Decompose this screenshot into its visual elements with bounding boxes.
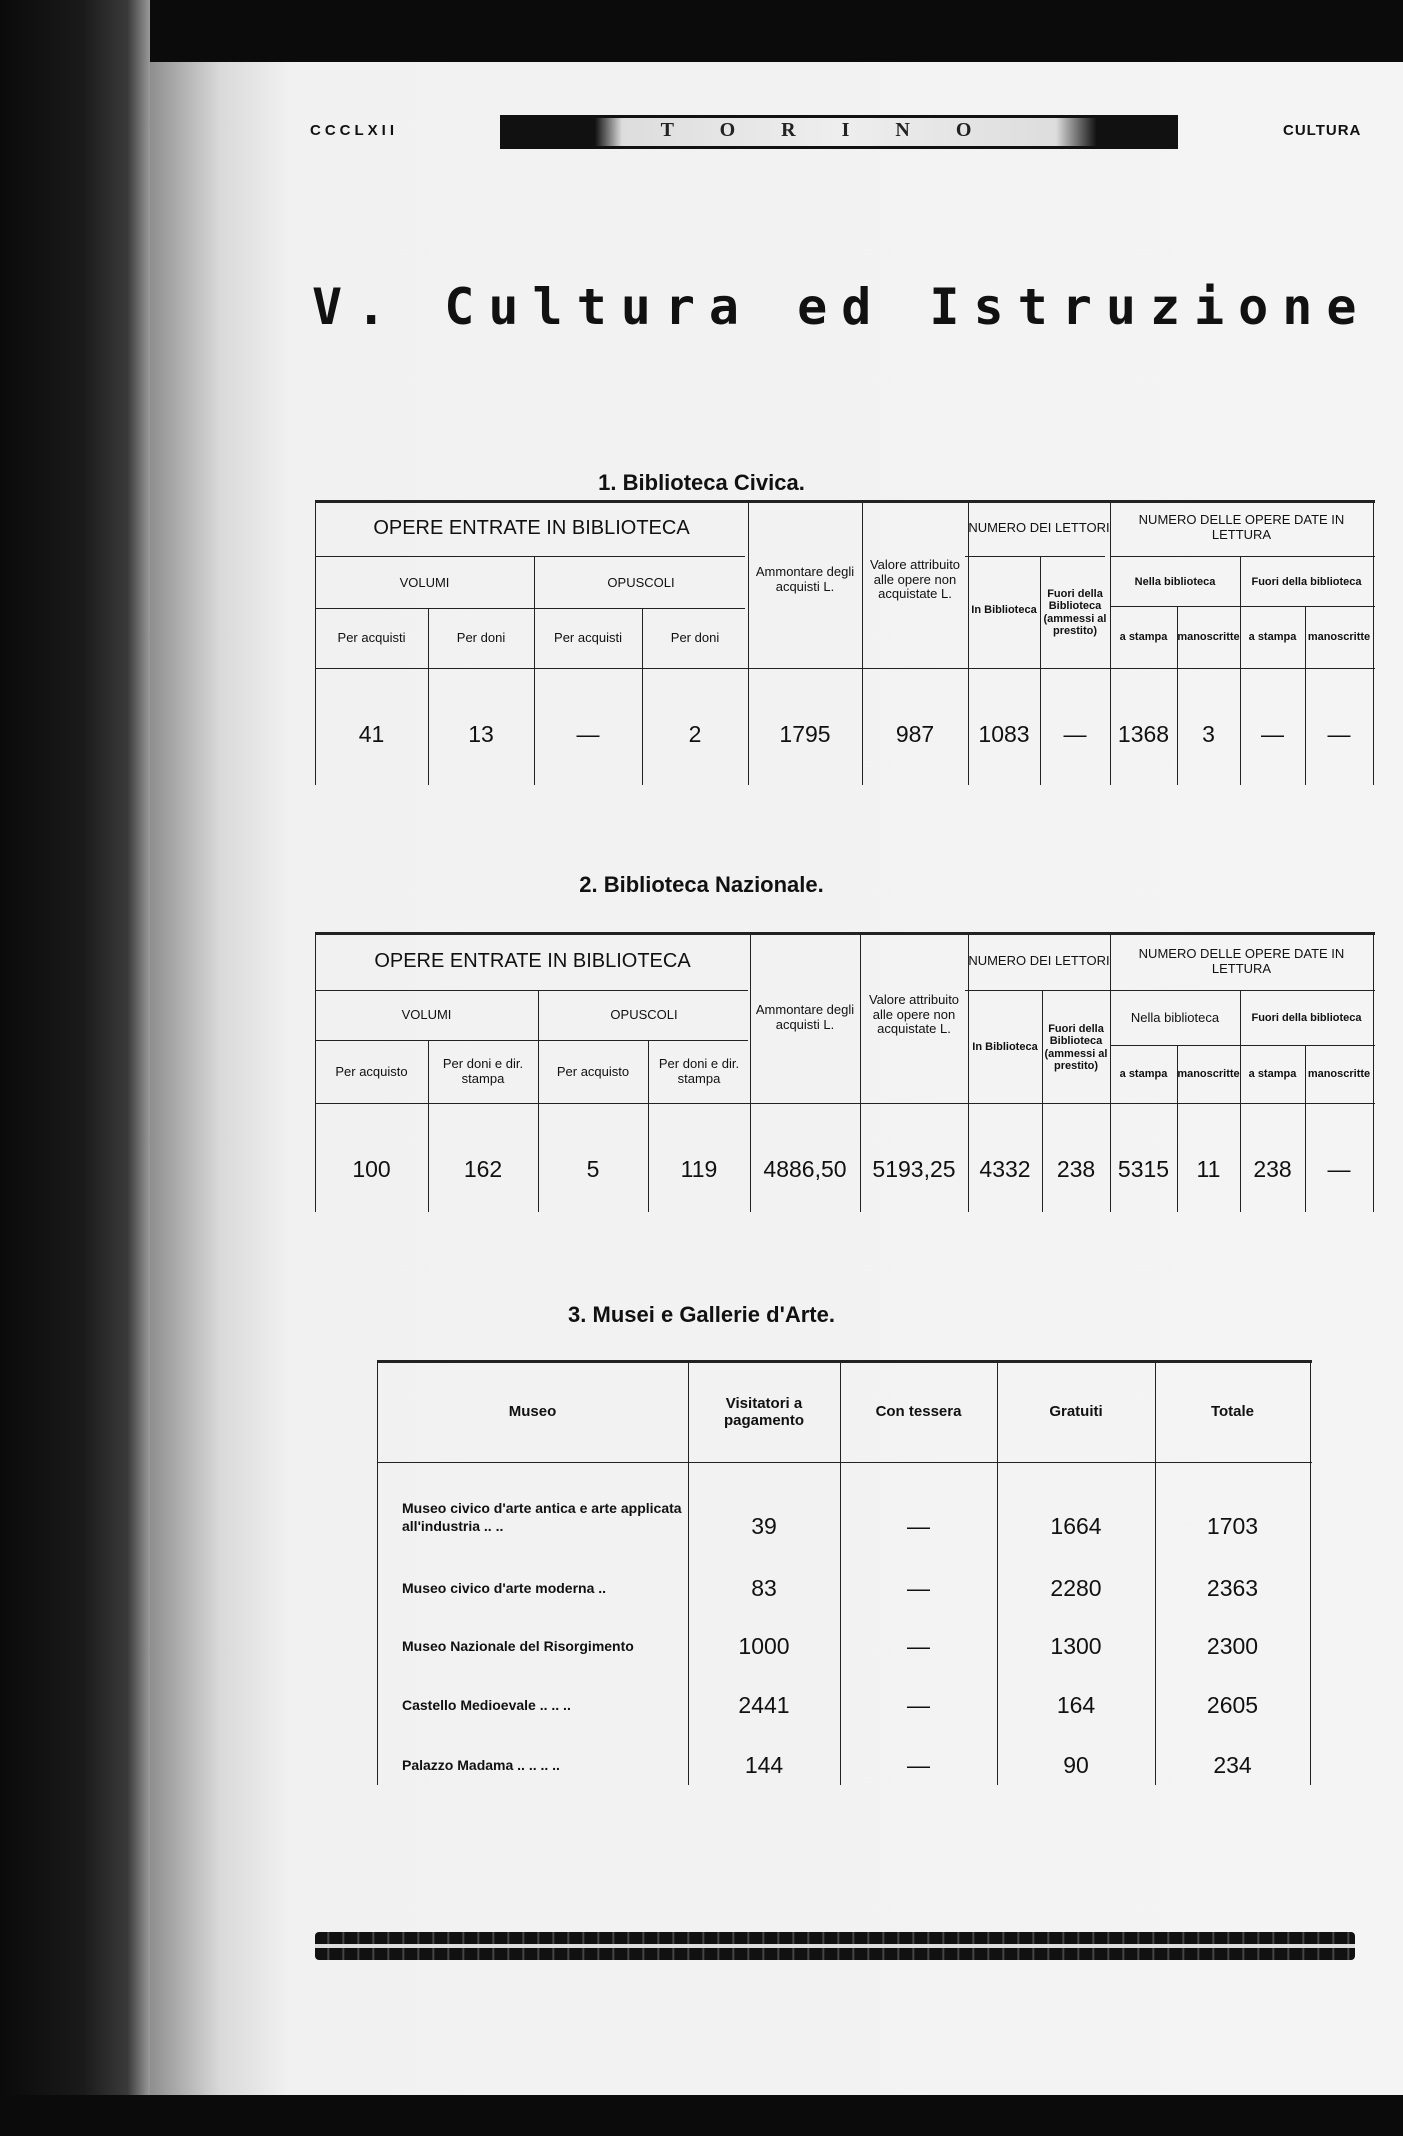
value-cell: 5315 xyxy=(1117,1156,1170,1183)
header-fuori-biblioteca: Fuori della Biblioteca (ammessi al prestito) xyxy=(1043,587,1107,637)
header-valore: Valore attribuito alle opere non acquistate L. xyxy=(869,557,961,602)
header-opuscoli-per-acquisti: Per acquisti xyxy=(554,629,622,645)
header-per-acquisto: Per acquisto xyxy=(335,1063,408,1079)
header-visitatori: Visitatori a pagamento xyxy=(723,1394,804,1429)
header-in-biblioteca: In Biblioteca xyxy=(971,603,1037,616)
running-head-section: CULTURA xyxy=(1283,122,1362,139)
value-cell: 1795 xyxy=(779,721,831,748)
header-opere-entrate: OPERE ENTRATE IN BIBLIOTECA xyxy=(374,950,691,973)
header-totale: Totale xyxy=(1210,1403,1255,1421)
header-per-acquisti: Per acquisti xyxy=(337,629,406,645)
value-cell: — xyxy=(1063,721,1087,748)
museum-name: Museo Nazionale del Risorgimento xyxy=(402,1638,634,1654)
header-manoscritte-fuori: manoscritte xyxy=(1307,1068,1371,1081)
page-title: V. Cultura ed Istruzione xyxy=(312,278,1371,336)
museum-total: 2363 xyxy=(1206,1575,1259,1602)
value-cell: 11 xyxy=(1196,1156,1221,1183)
value-cell: 987 xyxy=(895,721,935,748)
museum-card: — xyxy=(907,1513,930,1540)
museum-card: — xyxy=(907,1633,930,1660)
section-title-musei: 3. Musei e Gallerie d'Arte. xyxy=(568,1302,835,1327)
museum-name: Castello Medioevale .. .. .. xyxy=(402,1697,571,1713)
header-numero-lettori: NUMERO DEI LETTORI xyxy=(968,953,1110,969)
header-volumi: VOLUMI xyxy=(399,574,450,590)
value-cell: 119 xyxy=(680,1156,718,1183)
museum-paying: 144 xyxy=(744,1752,784,1779)
header-in-biblioteca: In Biblioteca xyxy=(972,1041,1038,1054)
value-cell: 2 xyxy=(688,721,702,748)
header-nella-biblioteca: Nella biblioteca xyxy=(1130,1009,1220,1025)
running-head-banner xyxy=(500,115,1178,149)
museum-total: 2605 xyxy=(1206,1692,1259,1719)
value-cell: 1083 xyxy=(978,721,1030,748)
value-cell: 13 xyxy=(468,721,494,748)
header-a-stampa-fuori: a stampa xyxy=(1248,630,1297,643)
value-cell: — xyxy=(1261,721,1284,748)
header-manoscritte-fuori: manoscritte xyxy=(1307,630,1371,643)
header-fuori-della-biblioteca: Fuori della biblioteca xyxy=(1251,1011,1362,1024)
header-a-stampa: a stampa xyxy=(1119,1068,1168,1081)
header-fuori-della-biblioteca: Fuori della biblioteca xyxy=(1251,575,1362,588)
header-manoscritte: manoscritte xyxy=(1177,1068,1240,1081)
value-cell: 1368 xyxy=(1117,721,1170,748)
value-cell: 5 xyxy=(586,1156,600,1183)
header-opuscoli-per-doni: Per doni xyxy=(670,629,720,645)
museum-free: 1300 xyxy=(1050,1633,1102,1660)
museum-paying: 83 xyxy=(751,1575,777,1602)
header-volumi: VOLUMI xyxy=(401,1006,452,1022)
header-opuscoli-per-acquisto: Per acquisto xyxy=(556,1063,630,1079)
running-head-city: TORINO xyxy=(660,119,1018,141)
value-cell: 4886,50 xyxy=(763,1156,847,1183)
value-cell: — xyxy=(1327,1156,1351,1183)
header-opuscoli-per-doni: Per doni e dir. stampa xyxy=(658,1056,740,1086)
museum-paying: 39 xyxy=(751,1513,777,1540)
value-cell: 162 xyxy=(463,1156,503,1183)
value-cell: 41 xyxy=(358,721,385,748)
header-per-doni: Per doni xyxy=(456,629,506,645)
value-cell: — xyxy=(576,721,600,748)
header-nella-biblioteca: Nella biblioteca xyxy=(1134,575,1216,588)
header-opere-entrate: OPERE ENTRATE IN BIBLIOTECA xyxy=(373,516,690,539)
header-numero-opere: NUMERO DELLE OPERE DATE IN LETTURA xyxy=(1138,945,1345,976)
header-con-tessera: Con tessera xyxy=(875,1403,962,1421)
museum-card: — xyxy=(907,1575,930,1602)
header-ammontare: Ammontare degli acquisti L. xyxy=(755,1001,855,1032)
decorative-rule-highlight xyxy=(315,1944,1355,1948)
museum-free: 1664 xyxy=(1050,1513,1102,1540)
museum-card: — xyxy=(907,1692,930,1719)
museum-card: — xyxy=(907,1752,930,1779)
scan-border-bottom xyxy=(0,2095,1403,2136)
scan-border-left xyxy=(0,0,150,2136)
header-gratuiti: Gratuiti xyxy=(1049,1403,1103,1421)
value-cell: 238 xyxy=(1253,1156,1292,1183)
museum-paying: 2441 xyxy=(738,1692,790,1719)
header-manoscritte: manoscritte xyxy=(1177,630,1240,643)
value-cell: 238 xyxy=(1056,1156,1096,1183)
header-ammontare: Ammontare degli acquisti L. xyxy=(755,564,855,594)
museum-name: Palazzo Madama .. .. .. .. xyxy=(402,1757,560,1773)
section-title-biblioteca-nazionale: 2. Biblioteca Nazionale. xyxy=(579,872,824,897)
section-title-biblioteca-civica: 1. Biblioteca Civica. xyxy=(598,470,805,495)
value-cell: 4332 xyxy=(979,1156,1031,1183)
museum-free: 90 xyxy=(1063,1752,1089,1779)
header-a-stampa-fuori: a stampa xyxy=(1248,1068,1297,1081)
value-cell: 5193,25 xyxy=(872,1156,956,1183)
header-numero-lettori: NUMERO DEI LETTORI xyxy=(968,519,1110,535)
museum-total: 2300 xyxy=(1206,1633,1259,1660)
header-per-doni: Per doni e dir. stampa xyxy=(442,1056,524,1086)
museum-paying: 1000 xyxy=(738,1633,790,1660)
value-cell: — xyxy=(1327,721,1351,748)
header-a-stampa: a stampa xyxy=(1119,630,1168,643)
header-opuscoli: OPUSCOLI xyxy=(607,574,675,590)
header-fuori-biblioteca: Fuori della Biblioteca (ammessi al prestito) xyxy=(1044,1022,1108,1072)
museum-free: 2280 xyxy=(1050,1575,1102,1602)
museum-name: Museo civico d'arte moderna .. xyxy=(402,1580,607,1596)
museum-free: 164 xyxy=(1056,1692,1096,1719)
page-number: CCCLXII xyxy=(310,122,398,139)
header-museo: Museo xyxy=(508,1403,557,1421)
museum-total: 234 xyxy=(1213,1752,1252,1779)
header-valore: Valore attribuito alle opere non acquistate L. xyxy=(868,992,960,1037)
value-cell: 3 xyxy=(1202,721,1215,748)
museum-name: Museo civico d'arte antica e arte applicata all'industria .. .. xyxy=(402,1500,682,1534)
header-opuscoli: OPUSCOLI xyxy=(610,1006,678,1022)
value-cell: 100 xyxy=(352,1156,391,1183)
header-numero-opere: NUMERO DELLE OPERE DATE IN LETTURA xyxy=(1138,512,1345,542)
museum-total: 1703 xyxy=(1206,1513,1259,1540)
